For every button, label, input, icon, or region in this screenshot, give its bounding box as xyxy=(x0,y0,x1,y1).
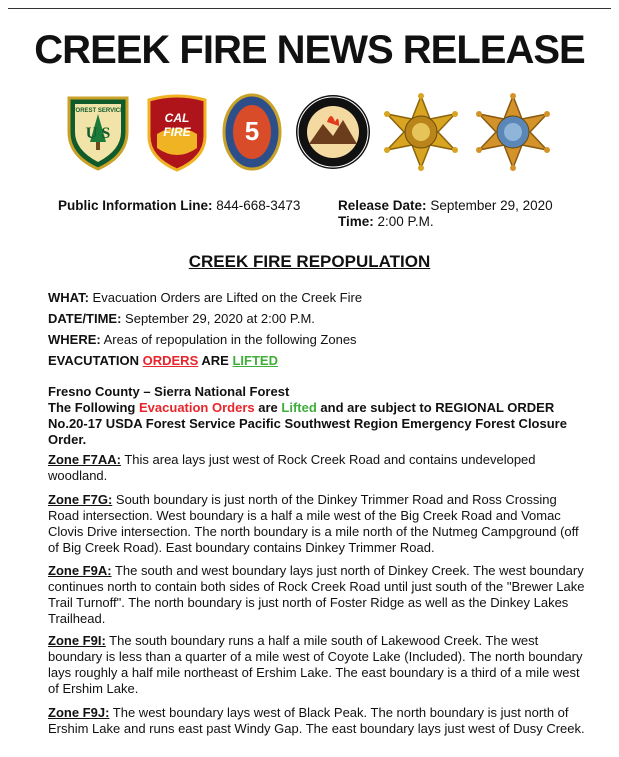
sheriff-star-badge-icon xyxy=(473,92,553,172)
cal-fire-logo-icon xyxy=(143,92,211,172)
zone-f7g xyxy=(48,492,588,556)
zone-f7aa xyxy=(48,452,588,484)
zone-text: South boundary is just north of the Dinkey Trimmer Road and Ross Crossing Road intersection. West boundary is a half a mile west of the Big Creek Road and Vomac Clovis Drive intersection. The north boundary is a mile north of the Nutmeg Campground (off of Big Creek Road). East boundary contains Dinkey Trimmer Road. xyxy=(48,492,579,555)
where-value: Areas of repopulation in the following Zones xyxy=(103,332,357,347)
public-info-number: 844-668-3473 xyxy=(216,198,301,213)
forest-service-logo-mid: U S xyxy=(85,125,111,142)
what-label: WHAT: xyxy=(48,290,89,305)
zone-name: Zone F9I: xyxy=(48,633,106,648)
evac-orders: ORDERS xyxy=(142,353,199,368)
zone-text: The south boundary runs a half a mile south of Lakewood Creek. The west boundary is less than a quarter of a mile west of Coyote Lake (Included). The north boundary lays roughly a half mile northeast of Ershim Lake. The east boundary is a third of a mile west of Ershim Lake. xyxy=(48,633,583,696)
where-label: WHERE: xyxy=(48,332,101,347)
zone-text: The west boundary lays west of Black Peak. The north boundary is just north of Ershim Lake and runs east past Windy Gap. The east boundary lays just west of Dusy Creek. xyxy=(48,705,585,736)
county-p1: The Following xyxy=(48,400,136,415)
public-info-label: Public Information Line: xyxy=(58,198,213,213)
forest-service-logo-top: FOREST SERVICE xyxy=(71,108,125,114)
county-line: Fresno County – Sierra National Forest xyxy=(48,384,290,399)
summary-block xyxy=(48,290,588,369)
svg-text:5: 5 xyxy=(244,116,260,146)
county-lifted: Lifted xyxy=(281,400,317,415)
release-time-label: Time: xyxy=(338,214,374,229)
agency-logos xyxy=(55,92,565,174)
public-info-line xyxy=(58,198,300,214)
county-are: are xyxy=(258,400,278,415)
evac-prefix: EVACUTATION xyxy=(48,353,139,368)
county-p2: and are subject to REGIONAL ORDER No.20-17 USDA Forest Service Pacific Southwest Region Emergency Forest Closure Order. xyxy=(48,400,567,447)
zone-name: Zone F7AA: xyxy=(48,452,121,467)
zone-name: Zone F7G: xyxy=(48,492,113,507)
release-date-label: Release Date: xyxy=(338,198,427,213)
zone-f9i xyxy=(48,633,588,697)
release-time-value: 2:00 P.M. xyxy=(377,214,434,229)
northern-rockies-imt-logo-icon xyxy=(293,92,373,172)
cal-fire-logo-line2: FIRE xyxy=(163,125,191,139)
cal-fire-logo-line1: CAL xyxy=(164,111,190,125)
zone-text: This area lays just west of Rock Creek Road and contains undeveloped woodland. xyxy=(48,452,536,483)
zone-f9a xyxy=(48,563,588,627)
page-title: CREEK FIRE NEWS RELEASE xyxy=(34,28,585,72)
forest-service-shield-icon xyxy=(63,92,133,172)
section-heading: CREEK FIRE REPOPULATION xyxy=(188,252,431,271)
region-5-badge-icon xyxy=(221,92,283,172)
what-value: Evacuation Orders are Lifted on the Creek Fire xyxy=(92,290,363,305)
evac-are: ARE xyxy=(201,353,229,368)
county-orders: Evacuation Orders xyxy=(139,400,255,415)
evac-lifted: LIFTED xyxy=(232,353,278,368)
top-rule xyxy=(8,8,611,9)
zone-name: Zone F9A: xyxy=(48,563,112,578)
datetime-label: DATE/TIME: xyxy=(48,311,122,326)
zone-name: Zone F9J: xyxy=(48,705,110,720)
release-info xyxy=(338,198,553,230)
datetime-value: September 29, 2020 at 2:00 P.M. xyxy=(125,311,315,326)
sheriff-star-badge-icon xyxy=(381,92,461,172)
county-block xyxy=(48,384,588,448)
zone-f9j xyxy=(48,705,588,737)
release-date-value: September 29, 2020 xyxy=(430,198,553,213)
zone-text: The south and west boundary lays just north of Dinkey Creek. The west boundary continues north to contain both sides of Rock Creek Road until just south of the "Brewer Lake Trail Turnoff". The north boundary is just north of Foster Ridge as well as the Dinkey Lakes Trailhead. xyxy=(48,563,585,626)
